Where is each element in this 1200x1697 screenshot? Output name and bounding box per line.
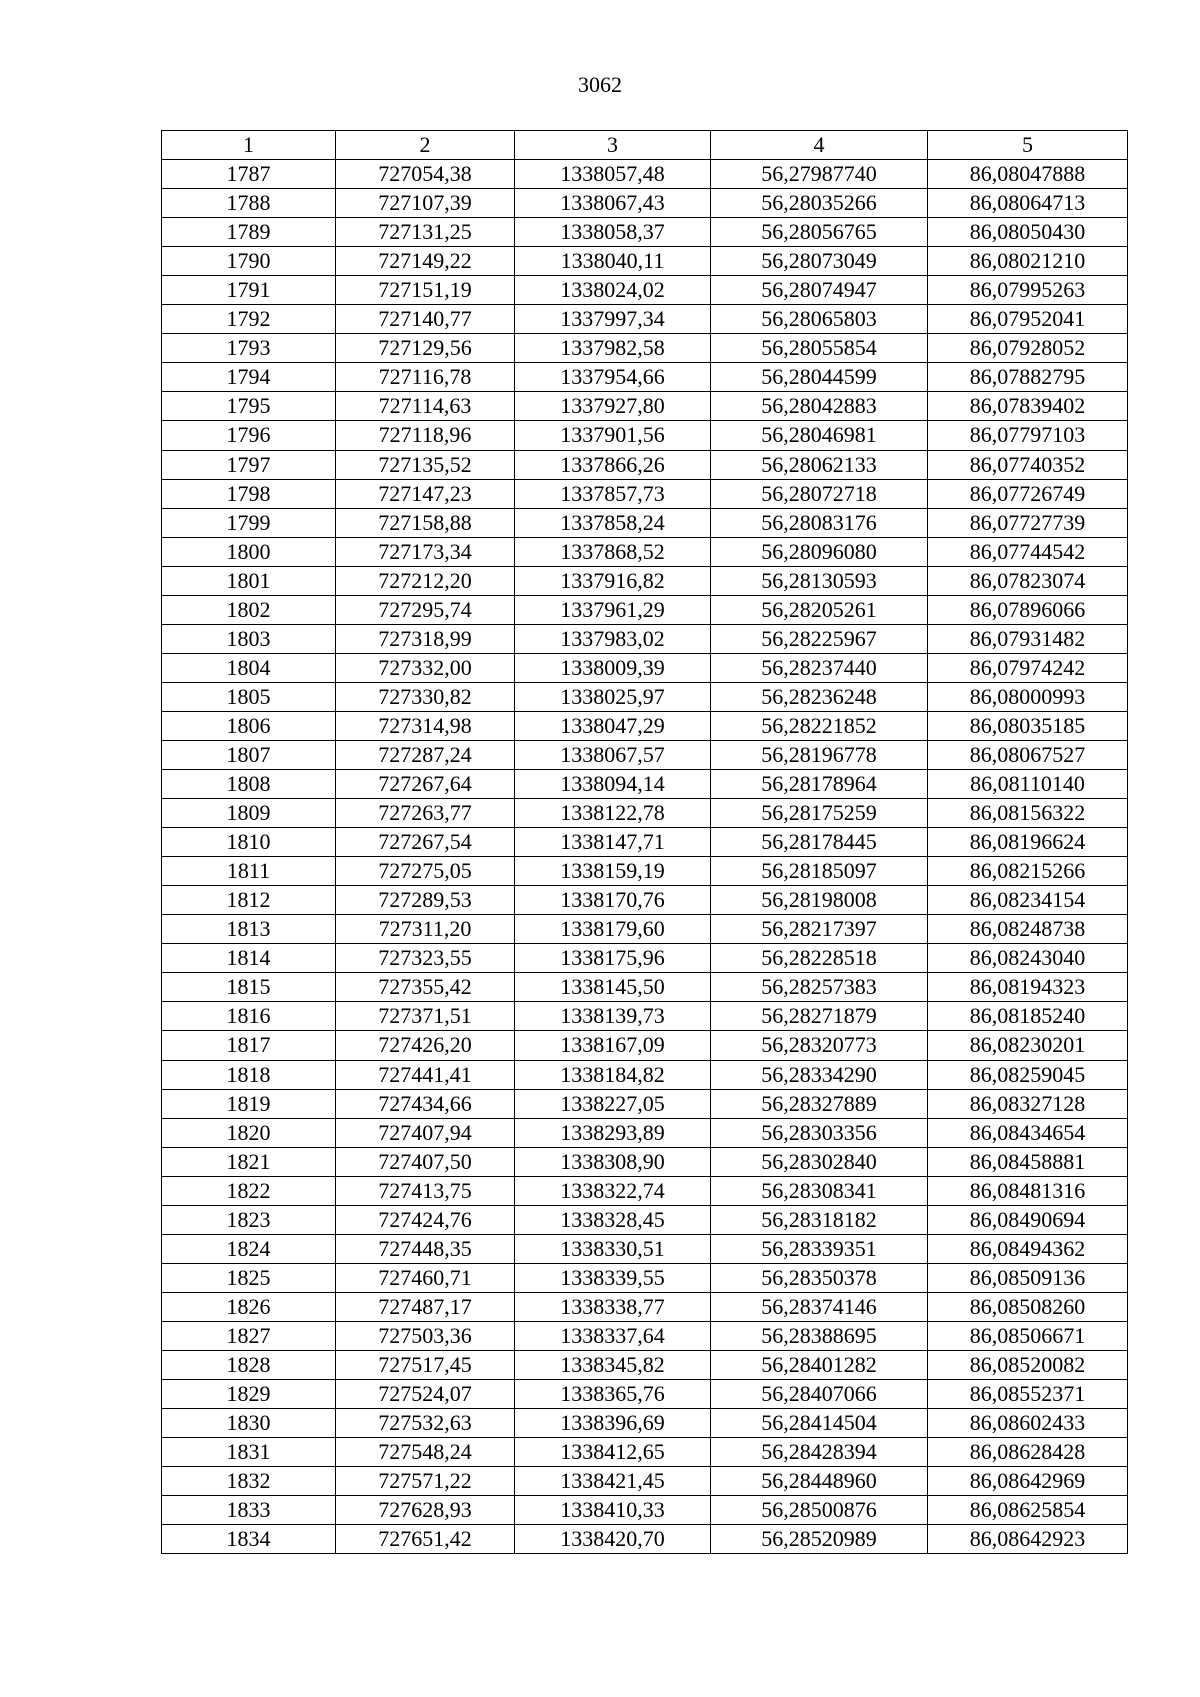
x-coordinate-cell: 727158,88 — [336, 508, 515, 537]
latitude-cell: 56,28055854 — [711, 334, 928, 363]
latitude-cell: 56,28083176 — [711, 508, 928, 537]
point-number-cell: 1830 — [162, 1409, 336, 1438]
latitude-cell: 56,28198008 — [711, 886, 928, 915]
point-number-cell: 1797 — [162, 450, 336, 479]
longitude-cell: 86,07740352 — [928, 450, 1128, 479]
latitude-cell: 56,28221852 — [711, 711, 928, 740]
x-coordinate-cell: 727448,35 — [336, 1234, 515, 1263]
latitude-cell: 56,28185097 — [711, 857, 928, 886]
x-coordinate-cell: 727140,77 — [336, 305, 515, 334]
point-number-cell: 1813 — [162, 915, 336, 944]
x-coordinate-cell: 727275,05 — [336, 857, 515, 886]
table-row — [162, 479, 1128, 508]
longitude-cell: 86,08490694 — [928, 1205, 1128, 1234]
table-row — [162, 392, 1128, 421]
longitude-cell: 86,08000993 — [928, 682, 1128, 711]
latitude-cell: 56,28318182 — [711, 1205, 928, 1234]
y-coordinate-cell: 1338345,82 — [515, 1350, 711, 1379]
x-coordinate-cell: 727487,17 — [336, 1292, 515, 1321]
y-coordinate-cell: 1338227,05 — [515, 1089, 711, 1118]
table-row — [162, 508, 1128, 537]
latitude-cell: 56,28448960 — [711, 1467, 928, 1496]
point-number-cell: 1791 — [162, 276, 336, 305]
x-coordinate-cell: 727332,00 — [336, 653, 515, 682]
table-row — [162, 247, 1128, 276]
latitude-cell: 56,28217397 — [711, 915, 928, 944]
table-row — [162, 1496, 1128, 1525]
x-coordinate-cell: 727517,45 — [336, 1350, 515, 1379]
x-coordinate-cell: 727118,96 — [336, 421, 515, 450]
longitude-cell: 86,08625854 — [928, 1496, 1128, 1525]
table-row — [162, 682, 1128, 711]
x-coordinate-cell: 727318,99 — [336, 624, 515, 653]
point-number-cell: 1814 — [162, 944, 336, 973]
x-coordinate-cell: 727524,07 — [336, 1380, 515, 1409]
y-coordinate-cell: 1338420,70 — [515, 1525, 711, 1554]
longitude-cell: 86,08064713 — [928, 189, 1128, 218]
table-row — [162, 160, 1128, 189]
y-coordinate-cell: 1338184,82 — [515, 1060, 711, 1089]
table-row — [162, 1321, 1128, 1350]
point-number-cell: 1828 — [162, 1350, 336, 1379]
latitude-cell: 56,28350378 — [711, 1263, 928, 1292]
point-number-cell: 1789 — [162, 218, 336, 247]
column-header-2: 2 — [336, 131, 515, 160]
point-number-cell: 1827 — [162, 1321, 336, 1350]
latitude-cell: 56,28056765 — [711, 218, 928, 247]
point-number-cell: 1800 — [162, 537, 336, 566]
x-coordinate-cell: 727129,56 — [336, 334, 515, 363]
y-coordinate-cell: 1337916,82 — [515, 566, 711, 595]
x-coordinate-cell: 727289,53 — [336, 886, 515, 915]
table-row — [162, 363, 1128, 392]
longitude-cell: 86,07797103 — [928, 421, 1128, 450]
table-row — [162, 1438, 1128, 1467]
longitude-cell: 86,08602433 — [928, 1409, 1128, 1438]
y-coordinate-cell: 1338175,96 — [515, 944, 711, 973]
point-number-cell: 1788 — [162, 189, 336, 218]
table-row — [162, 566, 1128, 595]
latitude-cell: 56,28339351 — [711, 1234, 928, 1263]
longitude-cell: 86,08642923 — [928, 1525, 1128, 1554]
longitude-cell: 86,08520082 — [928, 1350, 1128, 1379]
y-coordinate-cell: 1337961,29 — [515, 595, 711, 624]
table-row — [162, 973, 1128, 1002]
column-header-4: 4 — [711, 131, 928, 160]
x-coordinate-cell: 727114,63 — [336, 392, 515, 421]
latitude-cell: 56,28237440 — [711, 653, 928, 682]
x-coordinate-cell: 727287,24 — [336, 740, 515, 769]
table-row — [162, 218, 1128, 247]
point-number-cell: 1792 — [162, 305, 336, 334]
longitude-cell: 86,08047888 — [928, 160, 1128, 189]
table-row — [162, 1263, 1128, 1292]
point-number-cell: 1804 — [162, 653, 336, 682]
column-header-3: 3 — [515, 131, 711, 160]
x-coordinate-cell: 727441,41 — [336, 1060, 515, 1089]
table-row — [162, 1060, 1128, 1089]
x-coordinate-cell: 727424,76 — [336, 1205, 515, 1234]
latitude-cell: 56,28062133 — [711, 450, 928, 479]
y-coordinate-cell: 1338308,90 — [515, 1147, 711, 1176]
y-coordinate-cell: 1338139,73 — [515, 1002, 711, 1031]
y-coordinate-cell: 1338410,33 — [515, 1496, 711, 1525]
y-coordinate-cell: 1338159,19 — [515, 857, 711, 886]
point-number-cell: 1799 — [162, 508, 336, 537]
longitude-cell: 86,08642969 — [928, 1467, 1128, 1496]
point-number-cell: 1803 — [162, 624, 336, 653]
x-coordinate-cell: 727311,20 — [336, 915, 515, 944]
point-number-cell: 1823 — [162, 1205, 336, 1234]
y-coordinate-cell: 1338365,76 — [515, 1380, 711, 1409]
longitude-cell: 86,08021210 — [928, 247, 1128, 276]
y-coordinate-cell: 1338057,48 — [515, 160, 711, 189]
point-number-cell: 1832 — [162, 1467, 336, 1496]
longitude-cell: 86,08248738 — [928, 915, 1128, 944]
longitude-cell: 86,07839402 — [928, 392, 1128, 421]
latitude-cell: 56,28175259 — [711, 799, 928, 828]
longitude-cell: 86,08234154 — [928, 886, 1128, 915]
table-row — [162, 421, 1128, 450]
x-coordinate-cell: 727263,77 — [336, 799, 515, 828]
longitude-cell: 86,07974242 — [928, 653, 1128, 682]
longitude-cell: 86,07727739 — [928, 508, 1128, 537]
point-number-cell: 1816 — [162, 1002, 336, 1031]
table-row — [162, 1380, 1128, 1409]
x-coordinate-cell: 727434,66 — [336, 1089, 515, 1118]
y-coordinate-cell: 1337954,66 — [515, 363, 711, 392]
latitude-cell: 56,28401282 — [711, 1350, 928, 1379]
x-coordinate-cell: 727054,38 — [336, 160, 515, 189]
latitude-cell: 56,28428394 — [711, 1438, 928, 1467]
latitude-cell: 56,28046981 — [711, 421, 928, 450]
y-coordinate-cell: 1337866,26 — [515, 450, 711, 479]
longitude-cell: 86,08259045 — [928, 1060, 1128, 1089]
latitude-cell: 56,28327889 — [711, 1089, 928, 1118]
point-number-cell: 1818 — [162, 1060, 336, 1089]
point-number-cell: 1787 — [162, 160, 336, 189]
y-coordinate-cell: 1338339,55 — [515, 1263, 711, 1292]
table-row — [162, 915, 1128, 944]
x-coordinate-cell: 727532,63 — [336, 1409, 515, 1438]
y-coordinate-cell: 1338009,39 — [515, 653, 711, 682]
table-row — [162, 334, 1128, 363]
longitude-cell: 86,08508260 — [928, 1292, 1128, 1321]
x-coordinate-cell: 727371,51 — [336, 1002, 515, 1031]
x-coordinate-cell: 727571,22 — [336, 1467, 515, 1496]
latitude-cell: 56,28302840 — [711, 1147, 928, 1176]
table-row — [162, 305, 1128, 334]
x-coordinate-cell: 727330,82 — [336, 682, 515, 711]
longitude-cell: 86,08494362 — [928, 1234, 1128, 1263]
longitude-cell: 86,08434654 — [928, 1118, 1128, 1147]
longitude-cell: 86,08509136 — [928, 1263, 1128, 1292]
y-coordinate-cell: 1337997,34 — [515, 305, 711, 334]
y-coordinate-cell: 1338322,74 — [515, 1176, 711, 1205]
longitude-cell: 86,07952041 — [928, 305, 1128, 334]
table-row — [162, 1409, 1128, 1438]
latitude-cell: 56,28334290 — [711, 1060, 928, 1089]
point-number-cell: 1808 — [162, 770, 336, 799]
x-coordinate-cell: 727147,23 — [336, 479, 515, 508]
y-coordinate-cell: 1337858,24 — [515, 508, 711, 537]
point-number-cell: 1834 — [162, 1525, 336, 1554]
latitude-cell: 56,28225967 — [711, 624, 928, 653]
table-row — [162, 1205, 1128, 1234]
y-coordinate-cell: 1338179,60 — [515, 915, 711, 944]
column-header-1: 1 — [162, 131, 336, 160]
latitude-cell: 56,28388695 — [711, 1321, 928, 1350]
y-coordinate-cell: 1337982,58 — [515, 334, 711, 363]
y-coordinate-cell: 1338170,76 — [515, 886, 711, 915]
y-coordinate-cell: 1338328,45 — [515, 1205, 711, 1234]
latitude-cell: 56,28407066 — [711, 1380, 928, 1409]
y-coordinate-cell: 1338040,11 — [515, 247, 711, 276]
point-number-cell: 1815 — [162, 973, 336, 1002]
table-row — [162, 1089, 1128, 1118]
table-row — [162, 624, 1128, 653]
x-coordinate-cell: 727267,54 — [336, 828, 515, 857]
x-coordinate-cell: 727407,94 — [336, 1118, 515, 1147]
table-row — [162, 944, 1128, 973]
y-coordinate-cell: 1338058,37 — [515, 218, 711, 247]
point-number-cell: 1833 — [162, 1496, 336, 1525]
x-coordinate-cell: 727314,98 — [336, 711, 515, 740]
point-number-cell: 1811 — [162, 857, 336, 886]
point-number-cell: 1790 — [162, 247, 336, 276]
point-number-cell: 1802 — [162, 595, 336, 624]
longitude-cell: 86,08230201 — [928, 1031, 1128, 1060]
longitude-cell: 86,07995263 — [928, 276, 1128, 305]
latitude-cell: 56,28042883 — [711, 392, 928, 421]
table-row — [162, 886, 1128, 915]
y-coordinate-cell: 1338067,43 — [515, 189, 711, 218]
point-number-cell: 1820 — [162, 1118, 336, 1147]
x-coordinate-cell: 727651,42 — [336, 1525, 515, 1554]
table-row — [162, 537, 1128, 566]
table-row — [162, 828, 1128, 857]
x-coordinate-cell: 727135,52 — [336, 450, 515, 479]
longitude-cell: 86,08243040 — [928, 944, 1128, 973]
latitude-cell: 56,27987740 — [711, 160, 928, 189]
table-row — [162, 857, 1128, 886]
point-number-cell: 1795 — [162, 392, 336, 421]
y-coordinate-cell: 1338122,78 — [515, 799, 711, 828]
point-number-cell: 1826 — [162, 1292, 336, 1321]
point-number-cell: 1825 — [162, 1263, 336, 1292]
point-number-cell: 1801 — [162, 566, 336, 595]
point-number-cell: 1812 — [162, 886, 336, 915]
x-coordinate-cell: 727503,36 — [336, 1321, 515, 1350]
longitude-cell: 86,08481316 — [928, 1176, 1128, 1205]
y-coordinate-cell: 1338412,65 — [515, 1438, 711, 1467]
latitude-cell: 56,28096080 — [711, 537, 928, 566]
y-coordinate-cell: 1338025,97 — [515, 682, 711, 711]
point-number-cell: 1821 — [162, 1147, 336, 1176]
x-coordinate-cell: 727323,55 — [336, 944, 515, 973]
table-row — [162, 1467, 1128, 1496]
latitude-cell: 56,28303356 — [711, 1118, 928, 1147]
latitude-cell: 56,28205261 — [711, 595, 928, 624]
table-row — [162, 799, 1128, 828]
longitude-cell: 86,07931482 — [928, 624, 1128, 653]
table-row — [162, 1234, 1128, 1263]
point-number-cell: 1817 — [162, 1031, 336, 1060]
y-coordinate-cell: 1338330,51 — [515, 1234, 711, 1263]
latitude-cell: 56,28520989 — [711, 1525, 928, 1554]
longitude-cell: 86,07928052 — [928, 334, 1128, 363]
latitude-cell: 56,28044599 — [711, 363, 928, 392]
table-row — [162, 1118, 1128, 1147]
y-coordinate-cell: 1338145,50 — [515, 973, 711, 1002]
x-coordinate-cell: 727267,64 — [336, 770, 515, 799]
latitude-cell: 56,28320773 — [711, 1031, 928, 1060]
latitude-cell: 56,28308341 — [711, 1176, 928, 1205]
y-coordinate-cell: 1337868,52 — [515, 537, 711, 566]
y-coordinate-cell: 1338067,57 — [515, 740, 711, 769]
longitude-cell: 86,08196624 — [928, 828, 1128, 857]
latitude-cell: 56,28414504 — [711, 1409, 928, 1438]
latitude-cell: 56,28271879 — [711, 1002, 928, 1031]
y-coordinate-cell: 1337927,80 — [515, 392, 711, 421]
latitude-cell: 56,28074947 — [711, 276, 928, 305]
point-number-cell: 1807 — [162, 740, 336, 769]
point-number-cell: 1793 — [162, 334, 336, 363]
x-coordinate-cell: 727107,39 — [336, 189, 515, 218]
y-coordinate-cell: 1338293,89 — [515, 1118, 711, 1147]
table-row — [162, 1002, 1128, 1031]
point-number-cell: 1831 — [162, 1438, 336, 1467]
longitude-cell: 86,07744542 — [928, 537, 1128, 566]
table-row — [162, 1350, 1128, 1379]
point-number-cell: 1822 — [162, 1176, 336, 1205]
column-header-5: 5 — [928, 131, 1128, 160]
table-body — [162, 160, 1128, 1554]
x-coordinate-cell: 727407,50 — [336, 1147, 515, 1176]
table-row — [162, 450, 1128, 479]
x-coordinate-cell: 727173,34 — [336, 537, 515, 566]
latitude-cell: 56,28178445 — [711, 828, 928, 857]
longitude-cell: 86,08156322 — [928, 799, 1128, 828]
longitude-cell: 86,08185240 — [928, 1002, 1128, 1031]
latitude-cell: 56,28072718 — [711, 479, 928, 508]
latitude-cell: 56,28130593 — [711, 566, 928, 595]
page-number: 3062 — [578, 72, 622, 97]
x-coordinate-cell: 727131,25 — [336, 218, 515, 247]
latitude-cell: 56,28073049 — [711, 247, 928, 276]
table-row — [162, 276, 1128, 305]
point-number-cell: 1805 — [162, 682, 336, 711]
longitude-cell: 86,08050430 — [928, 218, 1128, 247]
table-row — [162, 1525, 1128, 1554]
x-coordinate-cell: 727295,74 — [336, 595, 515, 624]
latitude-cell: 56,28178964 — [711, 770, 928, 799]
x-coordinate-cell: 727149,22 — [336, 247, 515, 276]
point-number-cell: 1819 — [162, 1089, 336, 1118]
longitude-cell: 86,07823074 — [928, 566, 1128, 595]
x-coordinate-cell: 727460,71 — [336, 1263, 515, 1292]
point-number-cell: 1829 — [162, 1380, 336, 1409]
point-number-cell: 1809 — [162, 799, 336, 828]
point-number-cell: 1796 — [162, 421, 336, 450]
x-coordinate-cell: 727548,24 — [336, 1438, 515, 1467]
latitude-cell: 56,28035266 — [711, 189, 928, 218]
longitude-cell: 86,08110140 — [928, 770, 1128, 799]
point-number-cell: 1810 — [162, 828, 336, 857]
y-coordinate-cell: 1337901,56 — [515, 421, 711, 450]
table-row — [162, 1147, 1128, 1176]
longitude-cell: 86,08552371 — [928, 1380, 1128, 1409]
x-coordinate-cell: 727628,93 — [336, 1496, 515, 1525]
y-coordinate-cell: 1338338,77 — [515, 1292, 711, 1321]
y-coordinate-cell: 1338047,29 — [515, 711, 711, 740]
table-row — [162, 1031, 1128, 1060]
latitude-cell: 56,28196778 — [711, 740, 928, 769]
latitude-cell: 56,28374146 — [711, 1292, 928, 1321]
longitude-cell: 86,08035185 — [928, 711, 1128, 740]
point-number-cell: 1824 — [162, 1234, 336, 1263]
x-coordinate-cell: 727116,78 — [336, 363, 515, 392]
y-coordinate-cell: 1338396,69 — [515, 1409, 711, 1438]
latitude-cell: 56,28257383 — [711, 973, 928, 1002]
table-row — [162, 711, 1128, 740]
table-row — [162, 189, 1128, 218]
table-row — [162, 740, 1128, 769]
y-coordinate-cell: 1337983,02 — [515, 624, 711, 653]
point-number-cell: 1806 — [162, 711, 336, 740]
longitude-cell: 86,08458881 — [928, 1147, 1128, 1176]
y-coordinate-cell: 1338167,09 — [515, 1031, 711, 1060]
x-coordinate-cell: 727426,20 — [336, 1031, 515, 1060]
x-coordinate-cell: 727413,75 — [336, 1176, 515, 1205]
longitude-cell: 86,08506671 — [928, 1321, 1128, 1350]
latitude-cell: 56,28236248 — [711, 682, 928, 711]
y-coordinate-cell: 1338147,71 — [515, 828, 711, 857]
longitude-cell: 86,07882795 — [928, 363, 1128, 392]
table-row — [162, 770, 1128, 799]
y-coordinate-cell: 1338024,02 — [515, 276, 711, 305]
point-number-cell: 1794 — [162, 363, 336, 392]
table-header-row — [162, 131, 1128, 160]
x-coordinate-cell: 727212,20 — [336, 566, 515, 595]
longitude-cell: 86,08628428 — [928, 1438, 1128, 1467]
coordinates-table — [161, 130, 1128, 1554]
y-coordinate-cell: 1337857,73 — [515, 479, 711, 508]
x-coordinate-cell: 727151,19 — [336, 276, 515, 305]
latitude-cell: 56,28228518 — [711, 944, 928, 973]
y-coordinate-cell: 1338421,45 — [515, 1467, 711, 1496]
longitude-cell: 86,07896066 — [928, 595, 1128, 624]
table-row — [162, 653, 1128, 682]
longitude-cell: 86,08327128 — [928, 1089, 1128, 1118]
table-row — [162, 595, 1128, 624]
longitude-cell: 86,08067527 — [928, 740, 1128, 769]
table-row — [162, 1292, 1128, 1321]
latitude-cell: 56,28500876 — [711, 1496, 928, 1525]
longitude-cell: 86,08215266 — [928, 857, 1128, 886]
y-coordinate-cell: 1338094,14 — [515, 770, 711, 799]
latitude-cell: 56,28065803 — [711, 305, 928, 334]
y-coordinate-cell: 1338337,64 — [515, 1321, 711, 1350]
table-row — [162, 1176, 1128, 1205]
longitude-cell: 86,07726749 — [928, 479, 1128, 508]
point-number-cell: 1798 — [162, 479, 336, 508]
longitude-cell: 86,08194323 — [928, 973, 1128, 1002]
x-coordinate-cell: 727355,42 — [336, 973, 515, 1002]
